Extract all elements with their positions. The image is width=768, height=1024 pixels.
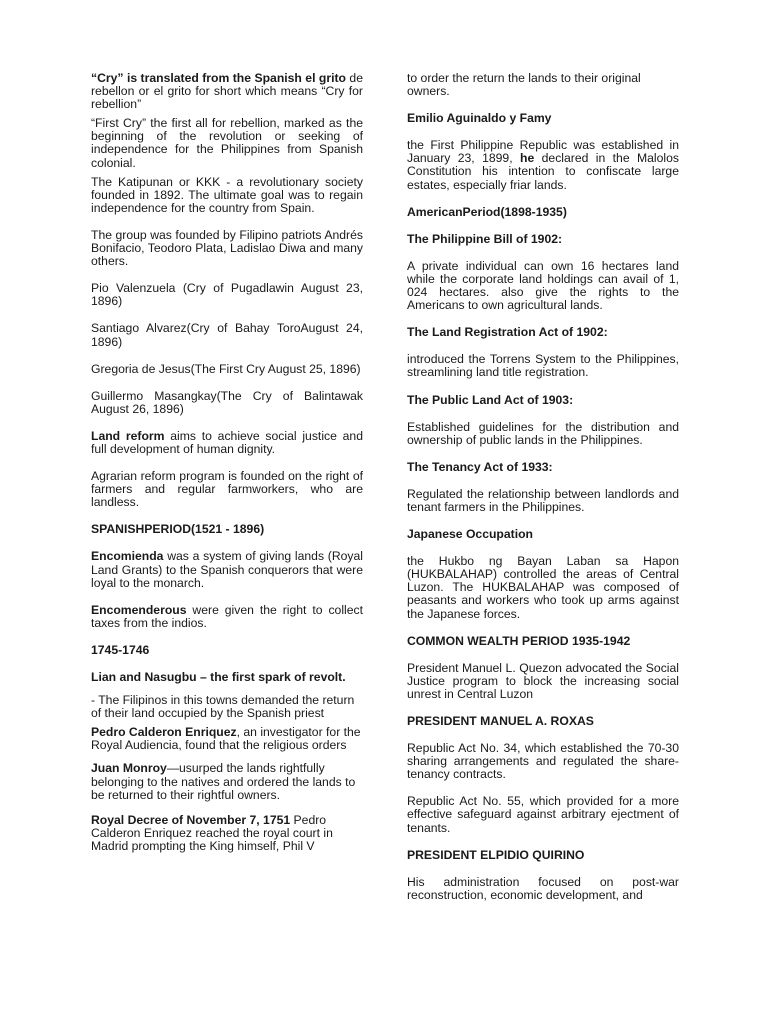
republic-act-55-paragraph: Republic Act No. 55, which provided for a more effective safeguard against arbitrary ejectment of tenants. [407, 794, 679, 835]
juan-monroy-text: —usurped the lands rightfully belonging to the natives and ordered the lands to be returned to their rightful owners. [91, 761, 356, 802]
cry-term: “Cry” is translated from the Spanish el grito [91, 71, 346, 85]
land-registration-paragraph: introduced the Torrens System to the Philippines, streamlining land title registration. [407, 352, 679, 380]
left-column [91, 72, 363, 853]
royal-decree-text: Pedro Calderon Enriquez reached the royal court in Madrid prompting the King himself, Phil V [91, 812, 333, 853]
first-republic-text: the First Philippine Republic was established in January 23, 1899, [407, 138, 679, 166]
american-period-heading: AmericanPeriod(1898-1935) [407, 204, 567, 219]
quirino-paragraph: His administration focused on post-war reconstruction, economic development, and [407, 874, 679, 902]
juan-monroy-term: Juan Monroy [91, 761, 167, 776]
lian-nasugbu-heading: Lian and Nasugbu – the first spark of revolt. [91, 670, 346, 684]
republic-act-34-paragraph: Republic Act No. 34, which established the 70-30 sharing arrangements and regulated the share-tenancy contracts. [407, 741, 679, 782]
encomenderous-term: Encomenderous [91, 602, 187, 617]
encomenderous-paragraph [91, 604, 363, 630]
public-land-heading: The Public Land Act of 1903: [407, 392, 574, 407]
agrarian-paragraph: Agrarian reform program is founded on the right of farmers and regular farmworkers, who are landless. [91, 469, 363, 510]
tenancy-act-paragraph: Regulated the relationship between landlords and tenant farmers in the Philippines. [407, 486, 679, 514]
roxas-heading: PRESIDENT MANUEL A. ROXAS [407, 714, 594, 728]
philippine-bill-paragraph: A private individual can own 16 hectares land while the corporate land holdings can avail of 1, 024 hectares. also give the rights to the Americans to own agricultural lands. [407, 258, 679, 313]
katipunan-paragraph: The Katipunan or KKK - a revolutionary society founded in 1892. The ultimate goal was to regain independence for the country from Spain. [91, 174, 363, 215]
first-cry-paragraph: “First Cry” the first all for rebellion, marked as the beginning of the revolution or seeking of independence for the Philippines from Spanish colonial. [91, 116, 363, 170]
tenancy-act-heading: The Tenancy Act of 1933: [407, 459, 553, 474]
juan-monroy-paragraph [91, 762, 363, 801]
spanish-period-heading: SPANISHPERIOD(1521 - 1896) [91, 522, 265, 537]
encomienda-paragraph [91, 550, 363, 589]
first-republic-he: he [520, 151, 535, 166]
pedro-calderon-text: , an investigator for the Royal Audiencia, found that the religious orders [91, 725, 361, 753]
filipinos-demand-paragraph: - The Filipinos in this towns demanded the return of their land occupied by the Spanish priest [91, 693, 355, 721]
encomienda-text: was a system of giving lands (Royal Land Grants) to the Spanish conquerors that were loyal to the monarch. [91, 549, 363, 590]
emilio-aguinaldo-heading: Emilio Aguinaldo y Famy [407, 111, 552, 126]
royal-decree-paragraph [91, 814, 363, 853]
pedro-calderon-paragraph [91, 726, 363, 752]
right-column [407, 72, 679, 902]
gregoria-de-jesus-entry: Gregoria de Jesus(The First Cry August 25, 1896) [91, 361, 361, 376]
cry-definition [91, 72, 363, 111]
land-registration-heading: The Land Registration Act of 1902: [407, 325, 608, 340]
land-reform-paragraph [91, 430, 363, 456]
japanese-occupation-heading: Japanese Occupation [407, 527, 533, 542]
public-land-paragraph: Established guidelines for the distribution and ownership of public lands in the Philippines. [407, 419, 679, 447]
land-reform-term: Land reform [91, 428, 165, 443]
quirino-heading: PRESIDENT ELPIDIO QUIRINO [407, 847, 585, 862]
royal-decree-term: Royal Decree of November 7, 1751 [91, 812, 291, 827]
pedro-calderon-term: Pedro Calderon Enriquez [91, 725, 237, 740]
encomenderous-text: were given the right to collect taxes from the indios. [91, 602, 363, 630]
year-range-heading: 1745-1746 [91, 642, 150, 657]
cry-text: de rebellon or el grito for short which means “Cry for rebellion” [91, 71, 363, 112]
first-republic-paragraph [407, 139, 679, 191]
pio-valenzuela-entry: Pio Valenzuela (Cry of Pugadlawin August 23, 1896) [91, 281, 363, 309]
encomienda-term: Encomienda [91, 549, 164, 564]
guillermo-masangkay-entry: Guillermo Masangkay(The Cry of Balintawak August 26, 1896) [91, 388, 363, 416]
first-republic-text-2: declared in the Malolos Constitution his intention to confiscate large estates, especially friar lands. [407, 151, 679, 192]
philippine-bill-heading: The Philippine Bill of 1902: [407, 231, 563, 246]
land-reform-text: aims to achieve social justice and full development of human dignity. [91, 428, 363, 456]
hukbalahap-paragraph: the Hukbo ng Bayan Laban sa Hapon (HUKBALAHAP) controlled the areas of Central Luzon. The HUKBALAHAP was composed of peasants and workers who took up arms against the Japanese forces. [407, 554, 679, 621]
santiago-alvarez-entry: Santiago Alvarez(Cry of Bahay ToroAugust 24, 1896) [91, 321, 363, 349]
quezon-paragraph: President Manuel L. Quezon advocated the Social Justice program to block the increasing social unrest in Central Luzon [407, 660, 679, 701]
commonwealth-heading: COMMON WEALTH PERIOD 1935-1942 [407, 633, 631, 648]
order-return-paragraph: to order the return the lands to their original owners. [407, 71, 641, 99]
founders-paragraph: The group was founded by Filipino patriots Andrés Bonifacio, Teodoro Plata, Ladislao Diwa and many others. [91, 227, 363, 269]
